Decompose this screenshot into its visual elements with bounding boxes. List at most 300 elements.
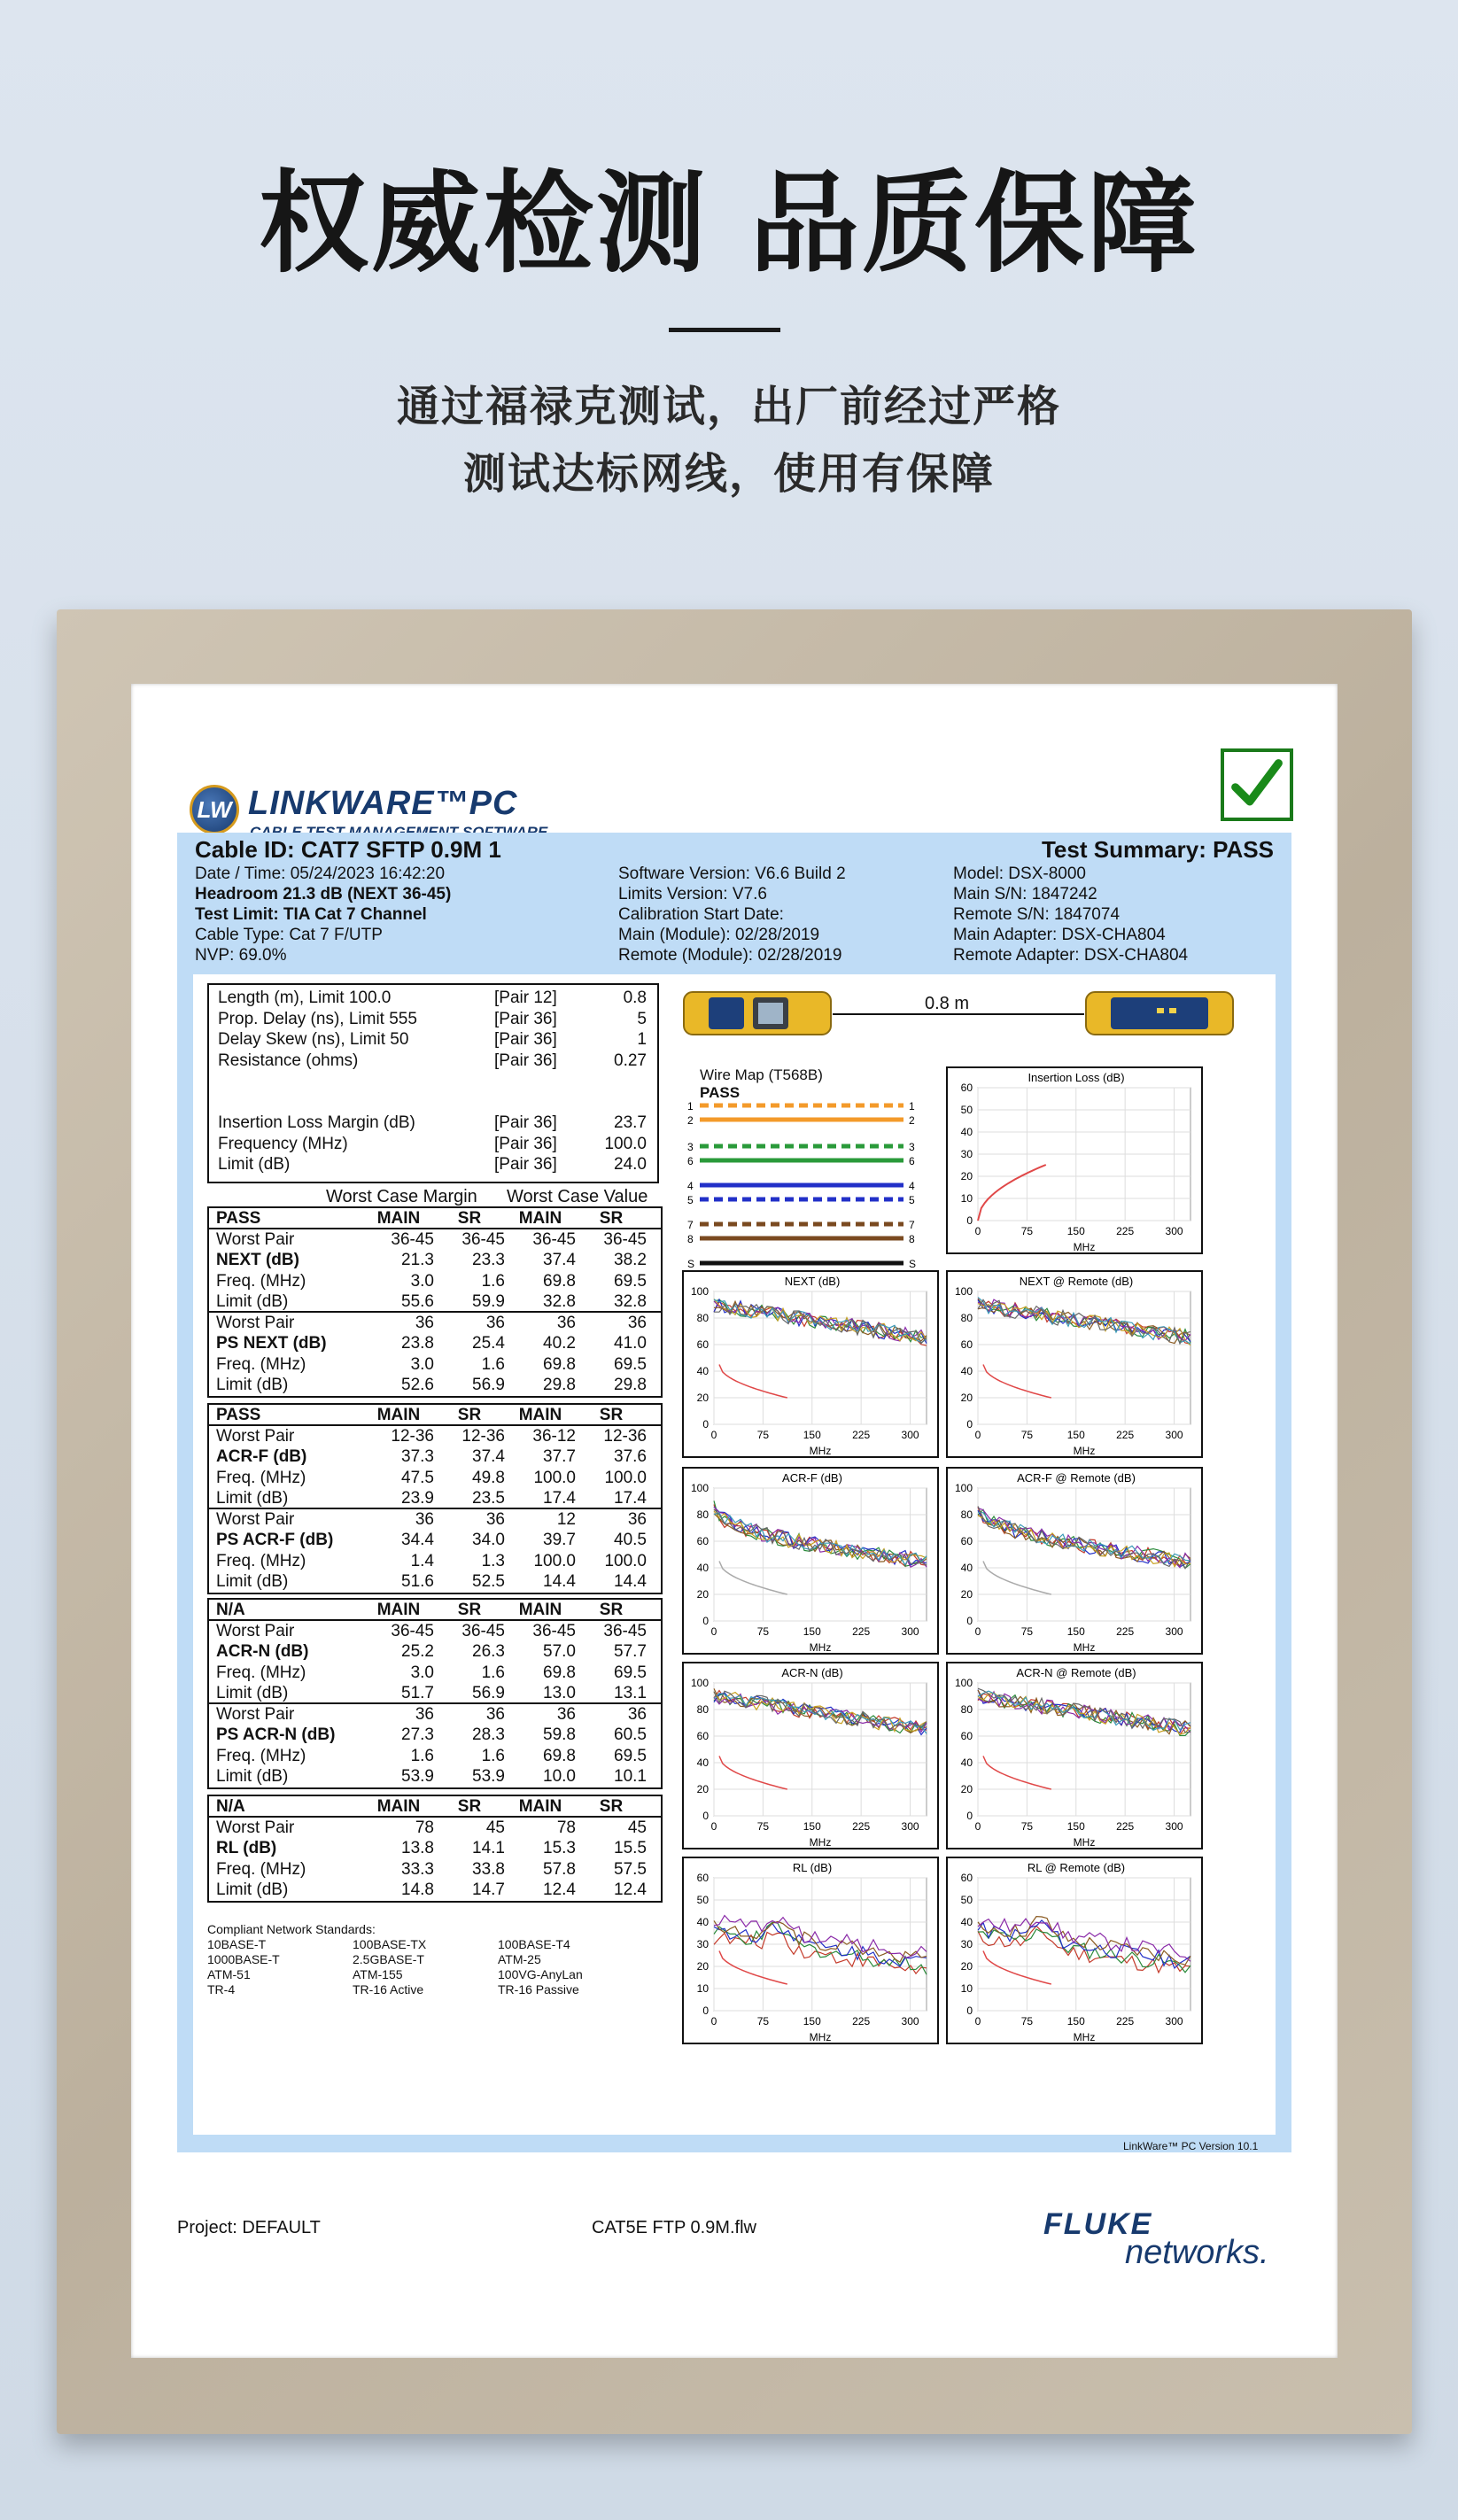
chart-y-tick: 80	[960, 1312, 973, 1324]
chart-title: NEXT (dB)	[784, 1275, 841, 1288]
chart-x-tick: 75	[1020, 1820, 1034, 1833]
chart-y-tick: 60	[696, 1872, 709, 1884]
wiremap-pin-right: 8	[909, 1233, 915, 1245]
chart-x-tick: 300	[901, 1429, 919, 1441]
row-value: 49.8	[472, 1468, 505, 1487]
standard-item: 100BASE-T4	[498, 1937, 570, 1951]
chart-y-tick: 20	[696, 1960, 709, 1973]
row-label: Freq. (MHz)	[216, 1746, 306, 1765]
row-value: 45	[485, 1818, 505, 1837]
chart-y-tick: 20	[960, 1960, 973, 1973]
chart-y-tick: 60	[960, 1082, 973, 1094]
row-value: 13.1	[614, 1684, 647, 1702]
chart-y-tick: 20	[960, 1783, 973, 1795]
chart-panel	[682, 1467, 939, 1655]
row-value: 69.5	[614, 1663, 647, 1682]
header-line: Main (Module): 02/28/2019	[618, 926, 820, 944]
row-value: 1.6	[410, 1746, 434, 1765]
row-label: Worst Pair	[216, 1313, 295, 1332]
chart-y-tick: 100	[954, 1677, 973, 1689]
chart-x-tick: 75	[1020, 1625, 1034, 1638]
chart-y-tick: 30	[960, 1148, 973, 1160]
section-column-header: SR	[599, 1209, 624, 1228]
row-value: 47.5	[401, 1468, 434, 1487]
row-value: 15.3	[543, 1839, 576, 1857]
row-value: 55.6	[401, 1292, 434, 1311]
chart-x-label: MHz	[809, 2031, 832, 2043]
standard-item: TR-16 Passive	[498, 1982, 579, 1997]
chart-x-tick: 150	[803, 1625, 821, 1638]
section-header-row	[209, 1405, 661, 1426]
standard-item: 10BASE-T	[207, 1937, 267, 1951]
chart-x-tick: 0	[974, 1225, 981, 1237]
chart-y-tick: 20	[960, 1588, 973, 1601]
section-column-header: MAIN	[376, 1601, 421, 1619]
hero-subtitle-1: 通过福禄克测试，出厂前经过严格	[396, 382, 1061, 431]
header-line: Main S/N: 1847242	[953, 885, 1097, 903]
chart-x-tick: 300	[901, 1625, 919, 1638]
summary-value: 1	[637, 1030, 647, 1049]
chart-panel	[682, 1270, 939, 1458]
wiremap-pin-left: 3	[687, 1141, 694, 1153]
wiremap-pin-left: S	[687, 1258, 695, 1270]
result-section	[207, 1403, 663, 1594]
wiremap-pin-right: 3	[909, 1141, 915, 1153]
chart-y-tick: 40	[696, 1365, 709, 1377]
chart-y-tick: 20	[696, 1588, 709, 1601]
checkmark-icon	[1221, 748, 1293, 821]
row-value: 37.3	[401, 1447, 434, 1466]
row-value: 56.9	[472, 1376, 505, 1394]
row-value: 52.5	[472, 1572, 505, 1591]
row-label: RL (dB)	[216, 1839, 277, 1857]
row-value: 1.6	[481, 1746, 505, 1765]
header-line: Cable Type: Cat 7 F/UTP	[195, 926, 383, 944]
chart-x-tick: 225	[1116, 1625, 1135, 1638]
row-label: Freq. (MHz)	[216, 1663, 306, 1682]
row-value: 12.4	[543, 1880, 576, 1899]
row-label: Limit (dB)	[216, 1292, 289, 1311]
summary-pair: [Pair 12]	[494, 989, 557, 1007]
project-label: Project: DEFAULT	[177, 2218, 321, 2237]
row-value: 51.7	[401, 1684, 434, 1702]
chart-title: RL @ Remote (dB)	[1027, 1861, 1126, 1874]
chart-y-tick: 0	[966, 2004, 973, 2017]
logo-name: LINKWARE™PC	[248, 785, 518, 822]
row-label: ACR-F (dB)	[216, 1447, 307, 1466]
row-label: ACR-N (dB)	[216, 1642, 309, 1661]
chart-svg	[948, 1858, 1205, 2046]
section-row	[209, 1229, 661, 1251]
section-column-header: SR	[599, 1797, 624, 1816]
length-label: 0.8 m	[925, 994, 970, 1013]
hero-subtitle-2: 测试达标网线，使用有保障	[462, 449, 995, 499]
row-value: 14.7	[472, 1880, 505, 1899]
row-value: 40.5	[614, 1531, 647, 1549]
header-line: Remote (Module): 02/28/2019	[618, 946, 842, 965]
section-row	[209, 1838, 661, 1859]
section-column-header: SR	[457, 1601, 482, 1619]
chart-y-tick: 80	[696, 1703, 709, 1716]
row-value: 37.6	[614, 1447, 647, 1466]
row-value: 45	[627, 1818, 647, 1837]
row-value: 10.0	[543, 1767, 576, 1786]
wiremap-pin-left: 1	[687, 1100, 694, 1113]
section-row	[209, 1375, 661, 1396]
row-value: 1.6	[481, 1271, 505, 1291]
section-row	[209, 1725, 661, 1746]
row-value: 1.6	[481, 1354, 505, 1374]
row-value: 53.9	[472, 1767, 505, 1786]
chart-x-label: MHz	[1073, 1836, 1096, 1849]
chart-y-tick: 0	[702, 1418, 709, 1431]
section-row	[209, 1818, 661, 1839]
row-value: 41.0	[614, 1334, 647, 1353]
wiremap-pin-left: 5	[687, 1194, 694, 1206]
row-value: 69.5	[614, 1354, 647, 1374]
chart-svg	[948, 1469, 1205, 1656]
wiremap-lines	[682, 1098, 921, 1284]
chart-title: Insertion Loss (dB)	[1028, 1071, 1125, 1084]
section-row	[209, 1571, 661, 1593]
row-value: 14.8	[401, 1880, 434, 1899]
standards-row	[207, 1982, 668, 1997]
row-value: 39.7	[543, 1531, 576, 1549]
section-column-header: MAIN	[518, 1601, 562, 1619]
chart-x-label: MHz	[1073, 1445, 1096, 1457]
chart-x-tick: 0	[974, 1429, 981, 1441]
chart-x-tick: 0	[974, 1820, 981, 1833]
row-label: Limit (dB)	[216, 1684, 289, 1702]
chart-x-tick: 225	[852, 2015, 871, 2028]
section-row	[209, 1468, 661, 1489]
summary-pair: [Pair 36]	[494, 1051, 557, 1070]
chart-x-tick: 75	[1020, 2015, 1034, 2028]
wiremap-pin-left: 6	[687, 1155, 694, 1167]
row-value: 1.3	[481, 1551, 505, 1570]
row-value: 3.0	[410, 1663, 434, 1682]
chart-y-tick: 100	[954, 1285, 973, 1298]
chart-svg	[684, 1858, 941, 2046]
row-label: Freq. (MHz)	[216, 1271, 306, 1291]
standards-title: Compliant Network Standards:	[207, 1922, 376, 1936]
chart-y-tick: 50	[696, 1894, 709, 1906]
row-value: 3.0	[410, 1354, 434, 1374]
chart-x-tick: 225	[1116, 2015, 1135, 2028]
chart-y-tick: 40	[960, 1126, 973, 1138]
section-row	[209, 1313, 661, 1334]
header-line: Remote Adapter: DSX-CHA804	[953, 946, 1189, 965]
row-value: 36-45	[532, 1621, 576, 1640]
row-value: 17.4	[543, 1489, 576, 1508]
summary-pair: [Pair 36]	[494, 1009, 557, 1028]
chart-y-tick: 40	[696, 1756, 709, 1769]
chart-y-tick: 80	[960, 1508, 973, 1521]
row-label: Worst Pair	[216, 1426, 295, 1446]
row-value: 37.4	[543, 1251, 576, 1269]
test-summary: Test Summary: PASS	[1041, 836, 1274, 863]
summary-label: Delay Skew (ns), Limit 50	[218, 1030, 409, 1049]
header-line: Limits Version: V7.6	[618, 885, 767, 903]
chart-x-tick: 225	[852, 1820, 871, 1833]
section-row	[209, 1859, 661, 1880]
section-row	[209, 1250, 661, 1271]
section-header-row	[209, 1600, 661, 1621]
chart-panel	[946, 1467, 1203, 1655]
wiremap-pin-right: 4	[909, 1180, 915, 1192]
section-status: N/A	[216, 1601, 245, 1619]
section-row	[209, 1291, 661, 1313]
report-content	[193, 974, 1276, 2135]
chart-y-tick: 80	[696, 1508, 709, 1521]
row-value: 13.8	[401, 1839, 434, 1857]
chart-x-tick: 150	[1066, 1625, 1085, 1638]
chart-x-tick: 0	[710, 1625, 717, 1638]
row-value: 36	[415, 1509, 434, 1529]
chart-x-tick: 150	[1066, 1225, 1085, 1237]
row-label: Worst Pair	[216, 1229, 295, 1249]
section-column-header: MAIN	[518, 1209, 562, 1228]
row-value: 10.1	[614, 1767, 647, 1786]
hero-divider	[669, 328, 780, 332]
chart-x-tick: 75	[1020, 1429, 1034, 1441]
row-value: 59.8	[543, 1725, 576, 1744]
section-column-header: MAIN	[518, 1797, 562, 1816]
hero-title: 权威检测 品质保障	[258, 160, 1200, 288]
summary-pair: [Pair 36]	[494, 1134, 557, 1153]
chart-plot-area	[714, 1683, 927, 1816]
wiremap-status: PASS	[700, 1084, 741, 1101]
row-value: 57.7	[614, 1642, 647, 1661]
chart-x-tick: 150	[803, 1429, 821, 1441]
chart-y-tick: 20	[696, 1783, 709, 1795]
row-value: 69.5	[614, 1271, 647, 1291]
chart-x-tick: 150	[803, 1820, 821, 1833]
row-value: 36-45	[603, 1229, 647, 1249]
wire-map	[682, 1066, 921, 1288]
row-value: 69.8	[543, 1354, 576, 1374]
chart-x-tick: 300	[1165, 2015, 1183, 2028]
row-value: 14.4	[543, 1572, 576, 1591]
row-value: 36-45	[532, 1229, 576, 1249]
row-label: PS ACR-N (dB)	[216, 1725, 336, 1744]
section-header-row	[209, 1796, 661, 1818]
row-value: 12-36	[461, 1426, 505, 1446]
row-value: 69.5	[614, 1746, 647, 1765]
chart-svg	[948, 1272, 1205, 1460]
chart-y-tick: 30	[960, 1938, 973, 1950]
standard-item: ATM-51	[207, 1967, 251, 1981]
chart-x-tick: 0	[974, 1625, 981, 1638]
wiremap-pin-right: S	[909, 1258, 917, 1270]
row-value: 57.8	[543, 1859, 576, 1879]
chart-panel	[946, 1066, 1203, 1254]
chart-y-tick: 20	[960, 1392, 973, 1404]
chart-plot-area	[978, 1488, 1190, 1621]
section-column-header: SR	[457, 1406, 482, 1424]
section-row	[209, 1746, 661, 1767]
wiremap-pin-right: 5	[909, 1194, 915, 1206]
row-value: 100.0	[533, 1551, 576, 1570]
row-value: 12	[556, 1509, 576, 1529]
row-value: 34.4	[401, 1531, 434, 1549]
section-row	[209, 1683, 661, 1704]
wiremap-pin-left: 8	[687, 1233, 694, 1245]
standard-item: TR-16 Active	[353, 1982, 424, 1997]
chart-panel	[682, 1857, 939, 2044]
chart-y-tick: 40	[696, 1562, 709, 1574]
cable-id: Cable ID: CAT7 SFTP 0.9M 1	[195, 836, 501, 863]
chart-y-tick: 10	[960, 1982, 973, 1995]
standards-block	[207, 1922, 668, 1997]
row-value: 100.0	[604, 1468, 647, 1487]
chart-x-tick: 300	[1165, 1429, 1183, 1441]
summary-value: 5	[637, 1009, 647, 1028]
fluke-wordmark: FLUKE	[1043, 2207, 1153, 2241]
row-value: 12.4	[614, 1880, 647, 1899]
chart-svg	[684, 1663, 941, 1851]
row-value: 53.9	[401, 1767, 434, 1786]
test-report-paper	[131, 684, 1338, 2358]
chart-x-tick: 300	[1165, 1820, 1183, 1833]
chart-y-tick: 0	[966, 1418, 973, 1431]
section-row	[209, 1880, 661, 1901]
summary-pair: [Pair 36]	[494, 1030, 557, 1049]
section-row	[209, 1354, 661, 1376]
chart-title: ACR-N (dB)	[781, 1666, 843, 1679]
row-value: 36	[485, 1704, 505, 1724]
section-column-header: MAIN	[376, 1209, 421, 1228]
lw-logo-icon: LW	[190, 785, 239, 834]
row-label: Freq. (MHz)	[216, 1551, 306, 1570]
row-value: 69.8	[543, 1271, 576, 1291]
row-value: 36	[556, 1704, 576, 1724]
row-label: Worst Pair	[216, 1818, 295, 1837]
chart-title: NEXT @ Remote (dB)	[1019, 1275, 1134, 1288]
row-value: 14.4	[614, 1572, 647, 1591]
file-name: CAT5E FTP 0.9M.flw	[592, 2218, 756, 2237]
chart-x-tick: 150	[1066, 2015, 1085, 2028]
row-value: 36	[556, 1313, 576, 1332]
chart-y-tick: 30	[696, 1938, 709, 1950]
summary-box	[207, 983, 659, 1183]
row-value: 23.9	[401, 1489, 434, 1508]
row-value: 15.5	[614, 1839, 647, 1857]
chart-y-tick: 60	[960, 1872, 973, 1884]
standard-item: ATM-155	[353, 1967, 403, 1981]
row-label: Limit (dB)	[216, 1572, 289, 1591]
summary-pair: [Pair 36]	[494, 1155, 557, 1174]
standards-row	[207, 1967, 668, 1982]
section-row	[209, 1704, 661, 1725]
row-value: 25.4	[472, 1334, 505, 1353]
picture-frame	[57, 609, 1412, 2434]
chart-y-tick: 20	[960, 1170, 973, 1182]
row-value: 37.7	[543, 1447, 576, 1466]
row-value: 34.0	[472, 1531, 505, 1549]
row-value: 32.8	[614, 1292, 647, 1311]
wiremap-pin-right: 6	[909, 1155, 915, 1167]
chart-x-tick: 0	[710, 1820, 717, 1833]
standard-item: 100BASE-TX	[353, 1937, 427, 1951]
section-column-header: MAIN	[376, 1406, 421, 1424]
chart-x-tick: 75	[756, 1820, 770, 1833]
chart-x-tick: 225	[1116, 1429, 1135, 1441]
row-label: PS ACR-F (dB)	[216, 1531, 334, 1549]
section-row	[209, 1488, 661, 1509]
section-status: PASS	[216, 1209, 261, 1228]
standards-row	[207, 1937, 668, 1952]
header-line: Remote S/N: 1847074	[953, 905, 1121, 924]
summary-pair: [Pair 36]	[494, 1113, 557, 1132]
chart-y-tick: 0	[702, 1810, 709, 1822]
chart-x-tick: 75	[756, 2015, 770, 2028]
networks-wordmark: networks.	[1125, 2234, 1269, 2271]
row-value: 69.8	[543, 1663, 576, 1682]
row-label: NEXT (dB)	[216, 1251, 299, 1269]
summary-value: 0.8	[623, 989, 647, 1007]
summary-value: 100.0	[604, 1134, 647, 1153]
chart-x-tick: 150	[1066, 1820, 1085, 1833]
chart-x-tick: 0	[710, 1429, 717, 1441]
wiremap-pin-left: 7	[687, 1219, 694, 1231]
row-value: 36-12	[532, 1426, 576, 1446]
chart-x-label: MHz	[809, 1445, 832, 1457]
chart-y-tick: 80	[960, 1703, 973, 1716]
header-line: Test Limit: TIA Cat 7 Channel	[195, 905, 427, 924]
chart-y-tick: 60	[696, 1535, 709, 1547]
chart-svg	[948, 1068, 1205, 1256]
remote-tester-icon	[1084, 987, 1235, 1040]
result-section	[207, 1598, 663, 1789]
chart-x-tick: 75	[756, 1625, 770, 1638]
row-value: 23.3	[472, 1251, 505, 1269]
chart-panel	[682, 1662, 939, 1849]
header-line: Software Version: V6.6 Build 2	[618, 865, 846, 883]
header-line: Main Adapter: DSX-CHA804	[953, 926, 1166, 944]
row-value: 36	[627, 1509, 647, 1529]
summary-value: 23.7	[614, 1113, 647, 1132]
row-value: 33.8	[472, 1859, 505, 1879]
row-value: 36	[627, 1704, 647, 1724]
chart-y-tick: 60	[960, 1535, 973, 1547]
section-row	[209, 1551, 661, 1572]
row-label: Freq. (MHz)	[216, 1468, 306, 1487]
wiremap-pin-right: 1	[909, 1100, 915, 1113]
chart-panel	[946, 1662, 1203, 1849]
chart-y-tick: 20	[696, 1392, 709, 1404]
section-row	[209, 1621, 661, 1642]
row-value: 25.2	[401, 1642, 434, 1661]
chart-y-tick: 50	[960, 1894, 973, 1906]
chart-x-tick: 225	[852, 1625, 871, 1638]
wiremap-pin-left: 4	[687, 1180, 694, 1192]
row-label: Limit (dB)	[216, 1767, 289, 1786]
chart-title: ACR-F @ Remote (dB)	[1017, 1471, 1136, 1485]
standard-item: 1000BASE-T	[207, 1952, 280, 1966]
summary-value: 24.0	[614, 1155, 647, 1174]
section-column-header: MAIN	[518, 1406, 562, 1424]
standard-item: 2.5GBASE-T	[353, 1952, 424, 1966]
section-row	[209, 1446, 661, 1468]
chart-y-tick: 0	[966, 1214, 973, 1227]
row-value: 26.3	[472, 1642, 505, 1661]
section-column-header: SR	[599, 1601, 624, 1619]
chart-svg	[684, 1272, 941, 1460]
row-value: 36	[485, 1313, 505, 1332]
row-label: Freq. (MHz)	[216, 1354, 306, 1374]
standards-row	[207, 1952, 668, 1967]
